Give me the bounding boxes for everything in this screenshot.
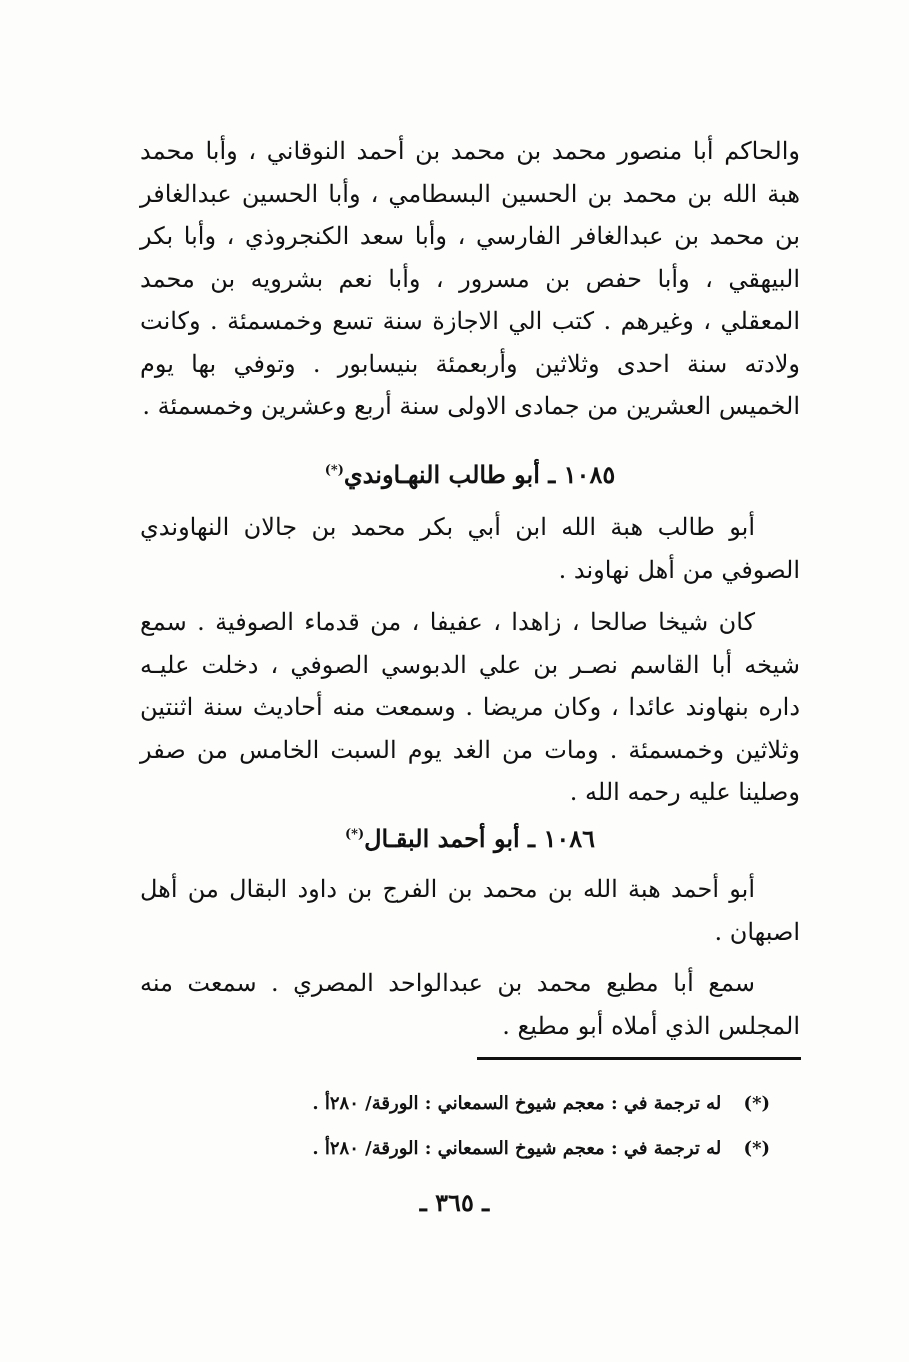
footnote-text: له ترجمة في : معجم شيوخ السمعاني : الورقة/ ٢٨٠أ . (312, 1138, 722, 1159)
footnote-1 (140, 1091, 770, 1117)
page-number: ـ ٣٦٥ ـ (419, 1188, 490, 1217)
intro-paragraph: والحاكم أبا منصور محمد بن محمد بن أحمد النوقاني ، وأبا محمد هبة الله بن محمد بن الحسين البسطامي ، وأبا الحسين عبدالغافر بن محمد بن عبدالغافر الفارسي ، وأبا سعد الكنجروذي ، وأبا بكر البيهقي ، وأبا حفص بن مسرور ، وأبا نعم بشرويه بن محمد المعقلي ، وغيرهم . كتب الي الاجازة سنة تسع وخمسمئة . وكانت ولادته سنة احدى وثلاثين وأربعمئة بنيسابور . وتوفي بها يوم الخميس العشرين من جمادى الاولى سنة أربع وعشرين وخمسمئة . (140, 137, 800, 420)
footnote-reference: (*) (345, 827, 365, 842)
entry-1086-paragraph-1 (140, 868, 800, 953)
footnote-text: له ترجمة في : معجم شيوخ السمعاني : الورقة/ ٢٨٠أ . (312, 1093, 722, 1114)
entry-1085-paragraph-1 (140, 506, 800, 591)
footnote-reference: (*) (324, 463, 344, 478)
entry-title: أبو أحمد البقـال (364, 824, 520, 853)
entry-paragraph: أبو طالب هبة الله ابن أبي بكر محمد بن جالان النهاوندي الصوفي من أهل نهاوند . (140, 513, 800, 584)
entry-1085-paragraph-2 (140, 601, 800, 814)
entry-heading-1086 (140, 818, 800, 856)
entry-paragraph: كان شيخا صالحا ، زاهدا ، عفيفا ، من قدماء الصوفية . سمع شيخه أبا القاسم نصـر بن علي الدبوسي الصوفي ، دخلت عليـه داره بنهاوند عائدا ، وكان مريضا . وسمعت منه أحاديث سنة اثنتين وثلاثين وخمسمئة . ومات من الغد يوم السبت الخامس من صفر وصلينا عليه رحمه الله . (140, 608, 800, 806)
entry-number: ١٠٨٥ (563, 460, 616, 489)
entry-paragraph: سمع أبا مطيع محمد بن عبدالواحد المصري . سمعت منه المجلس الذي أملاه أبو مطيع . (140, 969, 800, 1040)
entry-number: ١٠٨٦ (543, 824, 595, 853)
entry-dash: ـ (528, 824, 536, 853)
footnote-2 (140, 1136, 770, 1162)
entry-heading-1085 (140, 454, 800, 492)
footnote-marker: (*) (743, 1138, 770, 1159)
entry-dash: ـ (548, 460, 556, 489)
entry-paragraph: أبو أحمد هبة الله بن محمد بن الفرج بن داود البقال من أهل اصبهان . (140, 875, 800, 946)
entry-1086-paragraph-2 (140, 962, 800, 1047)
footnote-marker: (*) (743, 1093, 770, 1114)
entry-title: أبو طالب النهـاوندي (343, 460, 540, 489)
footnote-divider (477, 1057, 801, 1060)
intro-paragraph-block (140, 130, 800, 428)
